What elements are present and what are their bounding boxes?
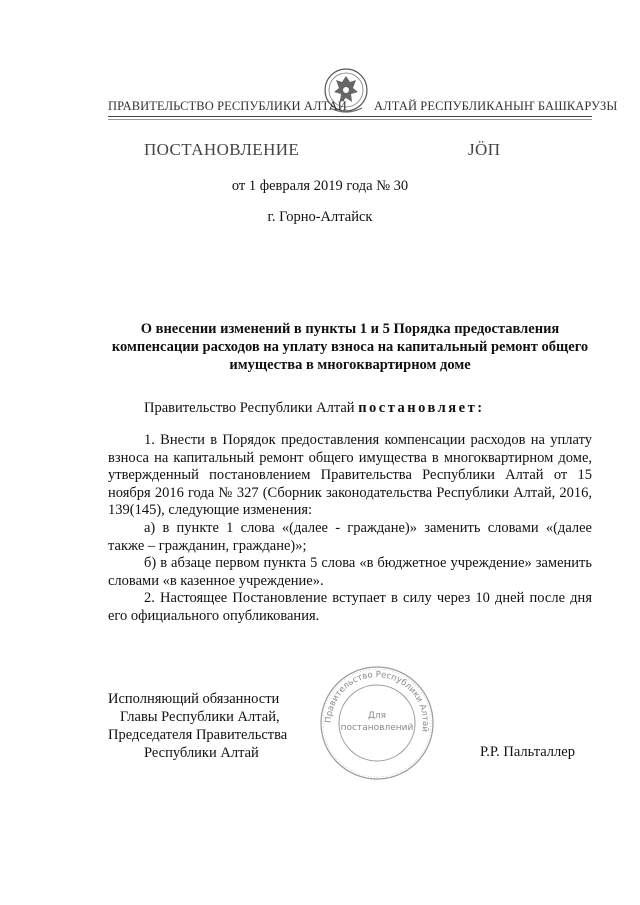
signature-line-1: Исполняющий обязанности xyxy=(108,691,280,707)
header-rule-secondary xyxy=(108,119,592,120)
signature-line-2: Главы Республики Алтай, xyxy=(120,709,280,725)
decree-verb: постановляет: xyxy=(358,400,485,416)
paragraph-1: 1. Внести в Порядок предоставления компенсации расходов на уплату взноса на капитальный ремонт общего имущества в многоквартирном доме, утвержденный постановлением Правительства Республики Алтай от 15 ноября 2016 года № 327 (Сборник законодательства Республики Алтай, 2016, 139(145), следующие изменения: xyxy=(108,432,592,519)
document-body xyxy=(108,432,592,626)
document-city: г. Горно-Алтайск xyxy=(267,209,373,225)
official-seal-icon xyxy=(318,664,436,782)
decree-line xyxy=(108,400,592,418)
doc-type-right: JÖП xyxy=(468,140,501,159)
paragraph-2: 2. Настоящее Постановление вступает в силу через 10 дней после дня его официального опубликования. xyxy=(108,590,592,624)
signature-line-3: Председателя Правительства xyxy=(108,727,288,743)
signature-line-4: Республики Алтай xyxy=(144,745,259,761)
document-title: О внесении изменений в пункты 1 и 5 Порядка предоставления компенсации расходов на уплату взноса на капитальный ремонт общего имущества в многоквартирном доме xyxy=(111,321,589,373)
seal-center-line-1: Для xyxy=(367,711,387,721)
decree-prefix: Правительство Республики Алтай xyxy=(144,400,359,416)
header-org-left: ПРАВИТЕЛЬСТВО РЕСПУБЛИКИ АЛТАЙ xyxy=(108,99,347,113)
header-rule xyxy=(108,116,592,117)
doc-type-left: ПОСТАНОВЛЕНИЕ xyxy=(144,140,300,159)
seal-center-line-2: постановлений xyxy=(340,723,414,733)
header-org-right: АЛТАЙ РЕСПУБЛИКАНЫҤ БАШКАРУЗЫ xyxy=(374,99,618,113)
seal-ring-text: Правительство Республики Алтай xyxy=(323,669,431,733)
signature-position xyxy=(108,690,308,762)
paragraph-1b: б) в абзаце первом пункта 5 слова «в бюджетное учреждение» заменить словами «в казенное учреждение». xyxy=(108,555,592,589)
paragraph-1a: а) в пункте 1 слова «(далее - граждане)» заменить словами «(далее также – гражданин, граждане)»; xyxy=(108,519,592,554)
document-date: от 1 февраля 2019 года № 30 xyxy=(231,178,409,194)
signatory-name: Р.Р. Пальталлер xyxy=(480,744,575,760)
